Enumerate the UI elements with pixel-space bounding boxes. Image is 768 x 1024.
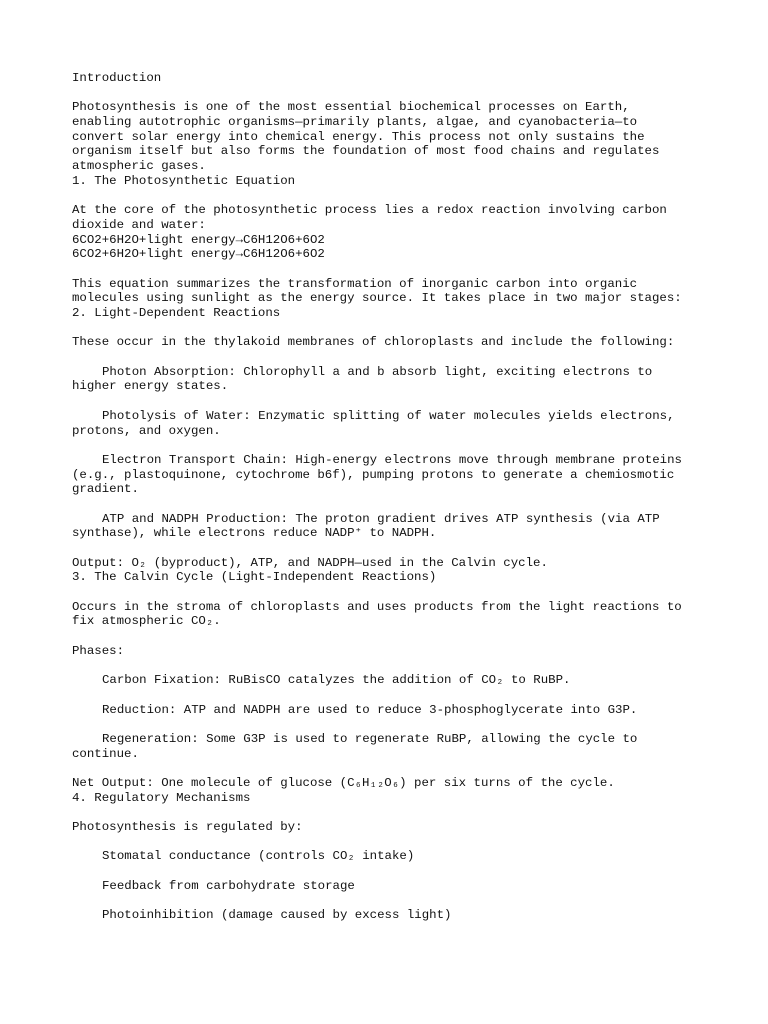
item-line: Photon Absorption: Chlorophyll a and b absorb light, exciting electrons to	[102, 364, 653, 379]
spacer	[72, 262, 712, 277]
section-3-line: Occurs in the stroma of chloroplasts and uses products from the light reactions to	[72, 599, 682, 614]
section-3-text	[72, 600, 712, 629]
section-4-item: Stomatal conductance (controls CO₂ intake)	[102, 849, 415, 864]
section-2-item	[72, 512, 712, 541]
intro-line: organism itself but also forms the foundation of most food chains and regulates	[72, 144, 660, 159]
section-4-text: Photosynthesis is regulated by:	[72, 820, 303, 835]
section-1-line: At the core of the photosynthetic process lies a redox reaction involving carbon	[72, 203, 667, 218]
spacer	[72, 864, 712, 879]
spacer	[72, 189, 712, 204]
item-line: Photolysis of Water: Enzymatic splitting of water molecules yields electrons,	[102, 408, 675, 423]
item-line: synthase), while electrons reduce NADP⁺ to NADPH.	[72, 526, 437, 541]
section-1-text	[72, 203, 712, 262]
equation: 6CO2+6H2O+light energy→C6H12O6+6O2	[72, 232, 325, 247]
intro-line: Photosynthesis is one of the most essential biochemical processes on Earth,	[72, 100, 630, 115]
document-heading: Introduction	[72, 71, 162, 85]
item-line: higher energy states.	[72, 379, 229, 394]
spacer	[72, 394, 712, 409]
intro-line: enabling autotrophic organisms—primarily plants, algae, and cyanobacteria—to	[72, 115, 638, 130]
spacer	[72, 629, 712, 644]
section-1-line: dioxide and water:	[72, 217, 206, 232]
section-2-output: Output: O₂ (byproduct), ATP, and NADPH—used in the Calvin cycle.	[72, 555, 548, 570]
section-4-item: Feedback from carbohydrate storage	[102, 878, 355, 893]
section-3-net-output: Net Output: One molecule of glucose (C₆H₁₂O₆) per six turns of the cycle.	[72, 776, 615, 790]
spacer	[72, 659, 712, 674]
item-line: ATP and NADPH Production: The proton gradient drives ATP synthesis (via ATP	[102, 511, 660, 526]
item-line: protons, and oxygen.	[72, 423, 221, 438]
section-3-item: Carbon Fixation: RuBisCO catalyzes the addition of CO₂ to RuBP.	[102, 673, 571, 688]
item-line: continue.	[72, 746, 139, 761]
intro-paragraph	[72, 100, 712, 173]
spacer	[72, 438, 712, 453]
summary-line: This equation summarizes the transformation of inorganic carbon into organic	[72, 276, 638, 291]
spacer	[72, 321, 712, 336]
spacer	[72, 717, 712, 732]
item-line: Regeneration: Some G3P is used to regenerate RuBP, allowing the cycle to	[102, 731, 638, 746]
item-line: Electron Transport Chain: High-energy electrons move through membrane proteins	[102, 452, 682, 467]
section-2-title: 2. Light-Dependent Reactions	[72, 306, 281, 320]
spacer	[72, 835, 712, 850]
spacer	[72, 688, 712, 703]
section-2-item	[72, 453, 712, 497]
spacer	[72, 805, 712, 820]
spacer	[72, 86, 712, 101]
intro-line: convert solar energy into chemical energy. This process not only sustains the	[72, 129, 645, 144]
section-4-title: 4. Regulatory Mechanisms	[72, 790, 251, 805]
summary-line: molecules using sunlight as the energy source. It takes place in two major stages:	[72, 291, 682, 306]
section-3-title: 3. The Calvin Cycle (Light-Independent Reactions)	[72, 570, 437, 585]
section-3-line: fix atmospheric CO₂.	[72, 614, 221, 629]
item-line: (e.g., plastoquinone, cytochrome b6f), pumping protons to generate a chemiosmotic	[72, 467, 675, 482]
equation: 6CO2+6H2O+light energy→C6H12O6+6O2	[72, 247, 325, 262]
phases-label: Phases:	[72, 643, 125, 658]
spacer	[72, 585, 712, 600]
section-2-item	[72, 365, 712, 394]
spacer	[72, 761, 712, 776]
section-1-title: 1. The Photosynthetic Equation	[72, 173, 296, 188]
section-4-item: Photoinhibition (damage caused by excess light)	[102, 908, 452, 923]
spacer	[72, 894, 712, 909]
section-2-item	[72, 409, 712, 438]
item-line: gradient.	[72, 482, 139, 497]
section-3-item: Reduction: ATP and NADPH are used to reduce 3-phosphoglycerate into G3P.	[102, 702, 638, 717]
section-3-item	[72, 732, 712, 761]
spacer	[72, 541, 712, 556]
intro-line: atmospheric gases.	[72, 159, 206, 174]
section-1-summary	[72, 277, 712, 306]
document-page	[72, 71, 712, 923]
section-2-text: These occur in the thylakoid membranes of chloroplasts and include the following:	[72, 335, 675, 350]
spacer	[72, 497, 712, 512]
spacer	[72, 350, 712, 365]
